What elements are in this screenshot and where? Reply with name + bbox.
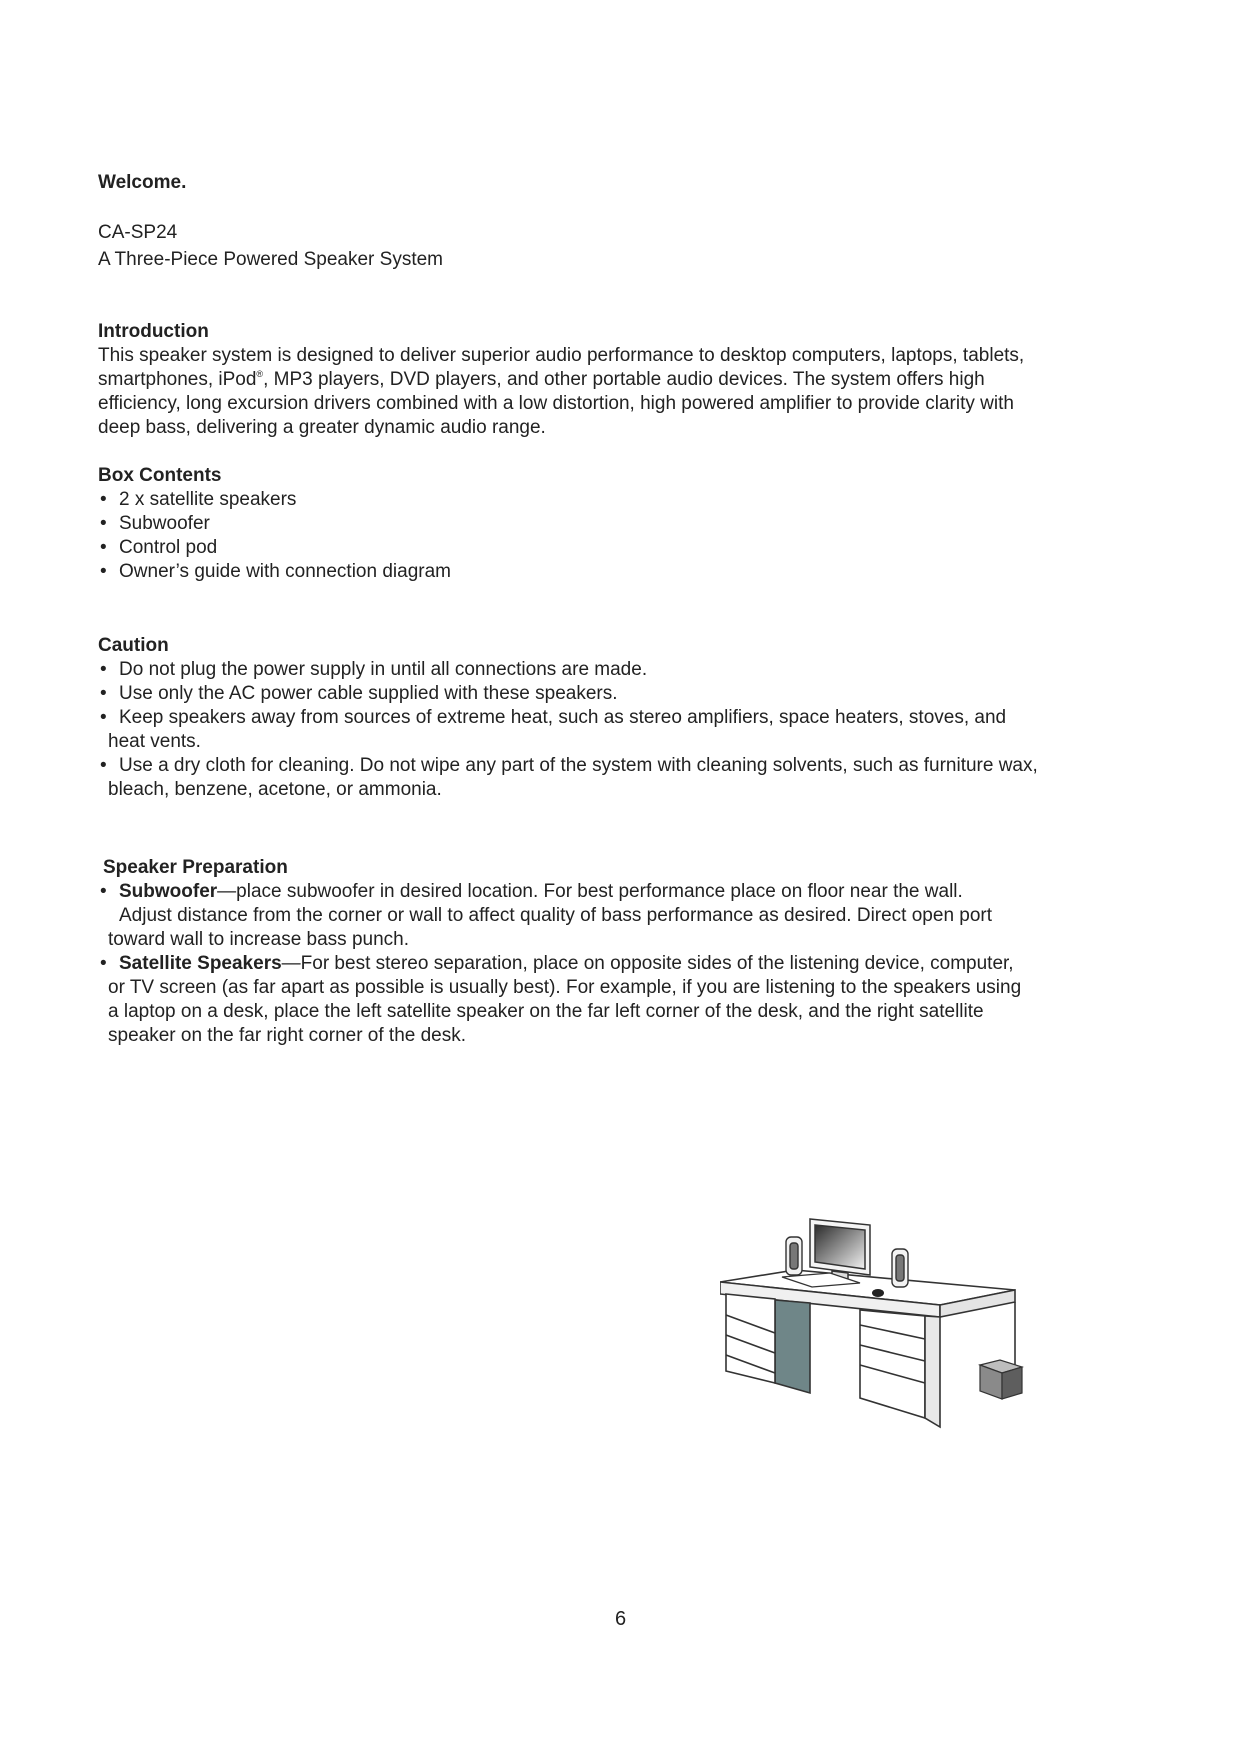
right-satellite-speaker	[892, 1249, 908, 1287]
desk	[720, 1270, 1015, 1427]
intro-line: deep bass, delivering a greater dynamic audio range.	[98, 417, 546, 438]
intro-line: efficiency, long excursion drivers combined with a low distortion, high powered amplifier to provide clarity with	[98, 393, 1014, 414]
list-item: • Use a dry cloth for cleaning. Do not wipe any part of the system with cleaning solvents, such as furniture wax, bleach, benzene, acetone, or ammonia.	[98, 754, 1148, 802]
list-item: • Keep speakers away from sources of extreme heat, such as stereo amplifiers, space heaters, stoves, and heat vents.	[98, 706, 1148, 754]
list-item: • Owner’s guide with connection diagram	[98, 560, 1148, 584]
caution-heading: Caution	[98, 635, 169, 656]
box-contents-heading: Box Contents	[98, 465, 222, 486]
welcome-heading: Welcome.	[98, 172, 187, 193]
product-subtitle: A Three-Piece Powered Speaker System	[98, 249, 443, 270]
page-number: 6	[614, 1608, 627, 1630]
box-contents-section	[98, 464, 1148, 584]
intro-line: This speaker system is designed to deliver superior audio performance to desktop computers, laptops, tablets,	[98, 345, 1025, 366]
list-item: • Satellite Speakers—For best stereo separation, place on opposite sides of the listening device, computer, or TV screen (as far apart as possible is usually best). For example, if you are listening to the speakers using a laptop on a desk, place the left satellite speaker on the far left corner of the desk, and the right satellite speaker on the far right corner of the desk.	[98, 952, 1148, 1048]
list-item: • Do not plug the power supply in until all connections are made.	[98, 658, 1148, 682]
speaker-preparation-heading: Speaker Preparation	[103, 857, 288, 878]
subwoofer	[980, 1360, 1022, 1399]
list-item: • Control pod	[98, 536, 1148, 560]
introduction-heading: Introduction	[98, 321, 209, 342]
speaker-preparation-list	[98, 880, 1148, 1048]
list-item: • 2 x satellite speakers	[98, 488, 1148, 512]
list-item: • Subwoofer—place subwoofer in desired location. For best performance place on floor near the wall. Adjust distance from the corner or wall to affect quality of bass performance as desired. Direct open port toward wall to increase bass punch.	[98, 880, 1148, 952]
caution-section	[98, 634, 1148, 802]
right-drawer-unit	[860, 1310, 925, 1418]
speaker-preparation-section	[98, 856, 1148, 1048]
desk-setup-illustration	[720, 1215, 1050, 1515]
control-pod	[872, 1289, 884, 1297]
registered-mark: ®	[256, 369, 264, 379]
intro-line: smartphones, iPod®, MP3 players, DVD players, and other portable audio devices. The system offers high	[98, 369, 985, 390]
satellite-label: Satellite Speakers	[119, 953, 282, 974]
list-item: • Use only the AC power cable supplied with these speakers.	[98, 682, 1148, 706]
monitor	[810, 1219, 870, 1279]
introduction-section	[98, 320, 1148, 440]
desk-panel	[775, 1300, 810, 1393]
model-number: CA-SP24	[98, 222, 178, 243]
list-item: • Subwoofer	[98, 512, 1148, 536]
box-contents-list	[98, 488, 1148, 584]
subwoofer-label: Subwoofer	[119, 881, 218, 902]
left-satellite-speaker	[786, 1237, 802, 1275]
caution-list	[98, 658, 1148, 802]
